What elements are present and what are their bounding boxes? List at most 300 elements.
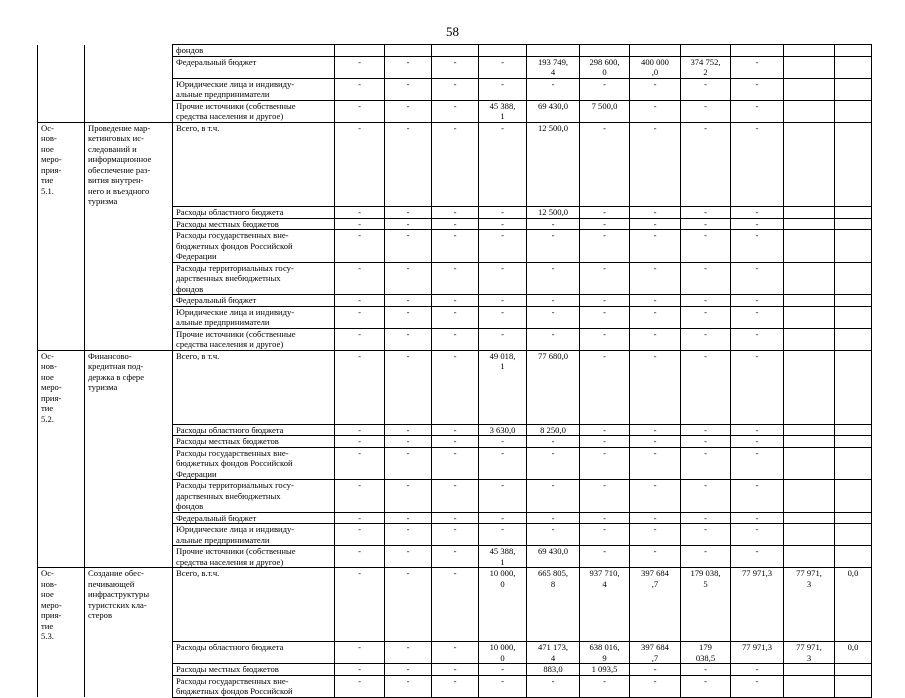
measure-code bbox=[38, 675, 85, 697]
measure-code bbox=[38, 512, 85, 524]
funding-source: Прочие источники (собственные средства населения и другое) bbox=[173, 328, 335, 350]
value-cell: - bbox=[630, 100, 681, 122]
measure-name bbox=[85, 512, 173, 524]
funding-source: Всего, в т.ч. bbox=[173, 122, 335, 207]
value-cell: - bbox=[681, 524, 731, 546]
funding-source: Федеральный бюджет bbox=[173, 295, 335, 307]
value-cell: - bbox=[335, 546, 385, 568]
value-cell: - bbox=[385, 350, 432, 424]
value-cell: - bbox=[681, 78, 731, 100]
value-cell: - bbox=[681, 424, 731, 436]
value-cell bbox=[335, 45, 385, 57]
value-cell: 0,0 bbox=[835, 642, 872, 664]
funding-source: Расходы местных бюджетов bbox=[173, 436, 335, 448]
value-cell bbox=[784, 100, 835, 122]
value-cell: - bbox=[385, 207, 432, 219]
value-cell: 1 093,5 bbox=[580, 664, 630, 676]
funding-source: Расходы государственных вне- бюджетных фондов Российской Федерации bbox=[173, 447, 335, 480]
value-cell: - bbox=[681, 262, 731, 295]
value-cell bbox=[835, 480, 872, 513]
value-cell: - bbox=[580, 447, 630, 480]
value-cell: 10 000, 0 bbox=[479, 642, 527, 664]
value-cell: - bbox=[385, 664, 432, 676]
value-cell bbox=[835, 218, 872, 230]
value-cell: - bbox=[731, 56, 784, 78]
value-cell: 77 971,3 bbox=[731, 642, 784, 664]
value-cell: - bbox=[335, 56, 385, 78]
value-cell: - bbox=[580, 424, 630, 436]
funding-source: Расходы местных бюджетов bbox=[173, 218, 335, 230]
value-cell: - bbox=[731, 675, 784, 697]
table-row bbox=[38, 436, 872, 448]
value-cell bbox=[784, 350, 835, 424]
value-cell bbox=[835, 675, 872, 697]
table-row bbox=[38, 524, 872, 546]
funding-source: Расходы территориальных госу- дарственных внебюджетных фондов bbox=[173, 262, 335, 295]
value-cell: 10 000, 0 bbox=[479, 568, 527, 642]
value-cell: - bbox=[335, 78, 385, 100]
value-cell: - bbox=[630, 122, 681, 207]
value-cell: - bbox=[385, 78, 432, 100]
value-cell: - bbox=[432, 568, 479, 642]
measure-name bbox=[85, 480, 173, 513]
value-cell bbox=[784, 664, 835, 676]
value-cell: - bbox=[731, 230, 784, 263]
measure-name bbox=[85, 56, 173, 78]
value-cell: 45 388, 1 bbox=[479, 100, 527, 122]
value-cell: 298 600, 0 bbox=[580, 56, 630, 78]
value-cell: - bbox=[385, 56, 432, 78]
value-cell bbox=[731, 45, 784, 57]
value-cell bbox=[784, 78, 835, 100]
table-row bbox=[38, 306, 872, 328]
value-cell: 193 749, 4 bbox=[527, 56, 580, 78]
value-cell: - bbox=[630, 436, 681, 448]
value-cell: - bbox=[630, 207, 681, 219]
measure-code bbox=[38, 262, 85, 295]
value-cell bbox=[784, 436, 835, 448]
value-cell bbox=[784, 675, 835, 697]
value-cell: - bbox=[432, 328, 479, 350]
measure-code bbox=[38, 45, 85, 57]
value-cell bbox=[784, 512, 835, 524]
page-number: 58 bbox=[446, 24, 459, 39]
value-cell: - bbox=[432, 447, 479, 480]
value-cell: - bbox=[432, 56, 479, 78]
value-cell bbox=[835, 45, 872, 57]
measure-name bbox=[85, 78, 173, 100]
value-cell: - bbox=[432, 424, 479, 436]
measure-code bbox=[38, 480, 85, 513]
table-row bbox=[38, 480, 872, 513]
measure-code bbox=[38, 207, 85, 219]
value-cell: 8 250,0 bbox=[527, 424, 580, 436]
value-cell: 12 500,0 bbox=[527, 122, 580, 207]
value-cell: - bbox=[479, 78, 527, 100]
value-cell: - bbox=[479, 230, 527, 263]
value-cell: - bbox=[385, 122, 432, 207]
table-row bbox=[38, 295, 872, 307]
value-cell: 3 630,0 bbox=[479, 424, 527, 436]
measure-name bbox=[85, 424, 173, 436]
value-cell: - bbox=[479, 447, 527, 480]
table-row bbox=[38, 78, 872, 100]
value-cell: - bbox=[432, 524, 479, 546]
value-cell bbox=[784, 306, 835, 328]
value-cell: - bbox=[335, 480, 385, 513]
value-cell: - bbox=[335, 328, 385, 350]
value-cell: - bbox=[580, 207, 630, 219]
funding-source: Прочие источники (собственные средства населения и другое) bbox=[173, 100, 335, 122]
table-row bbox=[38, 122, 872, 207]
value-cell: - bbox=[630, 424, 681, 436]
value-cell: 45 388, 1 bbox=[479, 546, 527, 568]
value-cell: - bbox=[335, 424, 385, 436]
value-cell: 179 038,5 bbox=[681, 642, 731, 664]
measure-name bbox=[85, 642, 173, 664]
measure-code bbox=[38, 295, 85, 307]
value-cell bbox=[835, 122, 872, 207]
value-cell bbox=[784, 524, 835, 546]
value-cell: - bbox=[385, 447, 432, 480]
value-cell bbox=[385, 45, 432, 57]
value-cell: - bbox=[479, 295, 527, 307]
value-cell: 397 684 ,7 bbox=[630, 642, 681, 664]
value-cell: - bbox=[527, 306, 580, 328]
value-cell: - bbox=[527, 230, 580, 263]
value-cell: - bbox=[335, 306, 385, 328]
table-row bbox=[38, 447, 872, 480]
value-cell: - bbox=[385, 512, 432, 524]
value-cell: - bbox=[731, 122, 784, 207]
value-cell: - bbox=[731, 436, 784, 448]
value-cell bbox=[784, 447, 835, 480]
measure-name bbox=[85, 262, 173, 295]
value-cell bbox=[784, 122, 835, 207]
value-cell: - bbox=[681, 675, 731, 697]
value-cell: - bbox=[681, 328, 731, 350]
value-cell: - bbox=[580, 512, 630, 524]
value-cell: - bbox=[432, 262, 479, 295]
value-cell bbox=[784, 262, 835, 295]
value-cell bbox=[630, 45, 681, 57]
table-row bbox=[38, 262, 872, 295]
value-cell: - bbox=[681, 512, 731, 524]
value-cell: - bbox=[479, 207, 527, 219]
value-cell: - bbox=[681, 306, 731, 328]
value-cell: - bbox=[385, 218, 432, 230]
value-cell: 374 752, 2 bbox=[681, 56, 731, 78]
value-cell: - bbox=[385, 295, 432, 307]
value-cell: - bbox=[432, 642, 479, 664]
value-cell: - bbox=[681, 122, 731, 207]
value-cell: - bbox=[731, 664, 784, 676]
value-cell: - bbox=[479, 524, 527, 546]
table-row bbox=[38, 100, 872, 122]
table-row bbox=[38, 546, 872, 568]
value-cell: - bbox=[681, 350, 731, 424]
value-cell: - bbox=[432, 295, 479, 307]
value-cell: - bbox=[479, 122, 527, 207]
value-cell: - bbox=[527, 78, 580, 100]
value-cell bbox=[784, 230, 835, 263]
funding-source: Федеральный бюджет bbox=[173, 56, 335, 78]
value-cell: - bbox=[479, 664, 527, 676]
value-cell bbox=[835, 664, 872, 676]
value-cell: - bbox=[335, 122, 385, 207]
value-cell: - bbox=[479, 328, 527, 350]
funding-table bbox=[37, 44, 872, 698]
measure-code bbox=[38, 524, 85, 546]
value-cell: - bbox=[385, 546, 432, 568]
value-cell: - bbox=[527, 328, 580, 350]
measure-code bbox=[38, 328, 85, 350]
measure-code bbox=[38, 306, 85, 328]
value-cell: - bbox=[385, 262, 432, 295]
value-cell: - bbox=[527, 480, 580, 513]
value-cell: 77 971,3 bbox=[731, 568, 784, 642]
value-cell bbox=[835, 56, 872, 78]
measure-code: Ос- нов- ное меро- прия- тие 5.3. bbox=[38, 568, 85, 642]
value-cell: - bbox=[479, 306, 527, 328]
table-row bbox=[38, 568, 872, 642]
measure-name bbox=[85, 218, 173, 230]
value-cell: - bbox=[630, 675, 681, 697]
measure-code bbox=[38, 642, 85, 664]
measure-name bbox=[85, 675, 173, 697]
value-cell: 397 684 ,7 bbox=[630, 568, 681, 642]
value-cell: - bbox=[432, 218, 479, 230]
value-cell: - bbox=[580, 480, 630, 513]
value-cell: - bbox=[580, 524, 630, 546]
value-cell bbox=[432, 45, 479, 57]
value-cell: - bbox=[630, 218, 681, 230]
funding-source: Всего, в т.ч. bbox=[173, 350, 335, 424]
value-cell: - bbox=[335, 524, 385, 546]
value-cell: - bbox=[731, 512, 784, 524]
value-cell bbox=[835, 306, 872, 328]
value-cell: 77 971, 3 bbox=[784, 642, 835, 664]
value-cell: - bbox=[630, 306, 681, 328]
value-cell: - bbox=[335, 207, 385, 219]
value-cell: - bbox=[630, 546, 681, 568]
table-row bbox=[38, 642, 872, 664]
value-cell: - bbox=[432, 230, 479, 263]
measure-code bbox=[38, 447, 85, 480]
value-cell: - bbox=[479, 218, 527, 230]
value-cell bbox=[784, 218, 835, 230]
value-cell: - bbox=[385, 480, 432, 513]
value-cell: - bbox=[681, 230, 731, 263]
value-cell: - bbox=[432, 350, 479, 424]
value-cell: 49 018, 1 bbox=[479, 350, 527, 424]
table-row bbox=[38, 424, 872, 436]
value-cell bbox=[835, 100, 872, 122]
value-cell: - bbox=[681, 447, 731, 480]
table-row bbox=[38, 675, 872, 697]
value-cell: - bbox=[630, 328, 681, 350]
value-cell bbox=[784, 424, 835, 436]
value-cell: - bbox=[731, 295, 784, 307]
measure-name bbox=[85, 100, 173, 122]
value-cell: - bbox=[335, 262, 385, 295]
value-cell bbox=[835, 78, 872, 100]
value-cell: - bbox=[630, 78, 681, 100]
value-cell bbox=[784, 480, 835, 513]
value-cell: - bbox=[432, 546, 479, 568]
table-row bbox=[38, 218, 872, 230]
value-cell: 400 000 ,0 bbox=[630, 56, 681, 78]
value-cell: - bbox=[385, 642, 432, 664]
value-cell: - bbox=[479, 480, 527, 513]
value-cell bbox=[835, 447, 872, 480]
value-cell: - bbox=[479, 675, 527, 697]
value-cell: - bbox=[479, 262, 527, 295]
value-cell bbox=[835, 328, 872, 350]
value-cell: - bbox=[432, 207, 479, 219]
value-cell: - bbox=[630, 262, 681, 295]
value-cell: - bbox=[335, 295, 385, 307]
value-cell bbox=[784, 45, 835, 57]
value-cell: - bbox=[731, 447, 784, 480]
funding-source: Расходы территориальных госу- дарственных внебюджетных фондов bbox=[173, 480, 335, 513]
value-cell: 179 038, 5 bbox=[681, 568, 731, 642]
measure-name bbox=[85, 447, 173, 480]
table-row bbox=[38, 45, 872, 57]
value-cell: - bbox=[385, 328, 432, 350]
value-cell: - bbox=[731, 78, 784, 100]
table-body bbox=[38, 45, 872, 698]
value-cell: - bbox=[580, 675, 630, 697]
value-cell: - bbox=[580, 218, 630, 230]
value-cell: - bbox=[681, 100, 731, 122]
table-row bbox=[38, 328, 872, 350]
value-cell bbox=[835, 436, 872, 448]
value-cell: - bbox=[580, 78, 630, 100]
value-cell: - bbox=[527, 512, 580, 524]
value-cell: - bbox=[681, 207, 731, 219]
value-cell bbox=[681, 45, 731, 57]
value-cell: - bbox=[479, 56, 527, 78]
value-cell: - bbox=[630, 480, 681, 513]
funding-source: Расходы государственных вне- бюджетных фондов Российской Федерации bbox=[173, 230, 335, 263]
measure-name: Проведение мар- кетинговых ис- следований и информационное обеспечение раз- вития внутрен- него и въездного туризма bbox=[85, 122, 173, 207]
value-cell: - bbox=[335, 512, 385, 524]
value-cell: - bbox=[385, 568, 432, 642]
value-cell: - bbox=[731, 207, 784, 219]
value-cell: - bbox=[335, 664, 385, 676]
value-cell bbox=[784, 295, 835, 307]
value-cell bbox=[835, 546, 872, 568]
value-cell: - bbox=[731, 350, 784, 424]
value-cell: - bbox=[630, 524, 681, 546]
funding-source: Всего, в.т.ч. bbox=[173, 568, 335, 642]
measure-code bbox=[38, 424, 85, 436]
measure-name bbox=[85, 230, 173, 263]
value-cell bbox=[784, 207, 835, 219]
measure-name bbox=[85, 306, 173, 328]
value-cell: - bbox=[335, 230, 385, 263]
measure-code bbox=[38, 56, 85, 78]
value-cell: - bbox=[432, 306, 479, 328]
value-cell: - bbox=[580, 328, 630, 350]
measure-name bbox=[85, 45, 173, 57]
value-cell: - bbox=[527, 218, 580, 230]
value-cell: - bbox=[527, 262, 580, 295]
value-cell bbox=[835, 350, 872, 424]
value-cell: - bbox=[731, 262, 784, 295]
value-cell: - bbox=[335, 218, 385, 230]
funding-source: Расходы государственных вне- бюджетных фондов Российской bbox=[173, 675, 335, 697]
value-cell bbox=[784, 328, 835, 350]
funding-source: Расходы местных бюджетов bbox=[173, 664, 335, 676]
value-cell: - bbox=[580, 436, 630, 448]
measure-name bbox=[85, 546, 173, 568]
value-cell: - bbox=[681, 295, 731, 307]
value-cell: - bbox=[681, 436, 731, 448]
table-row bbox=[38, 56, 872, 78]
value-cell: - bbox=[580, 262, 630, 295]
value-cell bbox=[835, 512, 872, 524]
value-cell: - bbox=[432, 480, 479, 513]
funding-source: Прочие источники (собственные средства населения и другое) bbox=[173, 546, 335, 568]
value-cell: - bbox=[630, 447, 681, 480]
value-cell: - bbox=[432, 664, 479, 676]
measure-code bbox=[38, 230, 85, 263]
measure-name bbox=[85, 328, 173, 350]
value-cell: - bbox=[580, 350, 630, 424]
value-cell: - bbox=[385, 436, 432, 448]
value-cell: 7 500,0 bbox=[580, 100, 630, 122]
value-cell: - bbox=[527, 295, 580, 307]
value-cell: - bbox=[335, 436, 385, 448]
measure-name bbox=[85, 207, 173, 219]
measure-code bbox=[38, 78, 85, 100]
value-cell bbox=[835, 424, 872, 436]
value-cell: - bbox=[527, 675, 580, 697]
value-cell: - bbox=[681, 480, 731, 513]
value-cell: - bbox=[527, 524, 580, 546]
value-cell: - bbox=[630, 295, 681, 307]
table-row bbox=[38, 230, 872, 263]
value-cell: - bbox=[630, 350, 681, 424]
value-cell bbox=[835, 207, 872, 219]
value-cell: - bbox=[432, 436, 479, 448]
value-cell: - bbox=[731, 480, 784, 513]
funding-source: Федеральный бюджет bbox=[173, 512, 335, 524]
value-cell: - bbox=[385, 424, 432, 436]
value-cell: - bbox=[527, 447, 580, 480]
value-cell: - bbox=[731, 100, 784, 122]
value-cell: - bbox=[580, 122, 630, 207]
value-cell: - bbox=[731, 546, 784, 568]
table-row bbox=[38, 350, 872, 424]
value-cell: 0,0 bbox=[835, 568, 872, 642]
value-cell: - bbox=[432, 512, 479, 524]
value-cell: - bbox=[335, 675, 385, 697]
value-cell: - bbox=[432, 78, 479, 100]
value-cell: - bbox=[479, 512, 527, 524]
value-cell: 12 500,0 bbox=[527, 207, 580, 219]
funding-source: Юридические лица и индивиду- альные предприниматели bbox=[173, 78, 335, 100]
measure-code: Ос- нов- ное меро- прия- тие 5.1. bbox=[38, 122, 85, 207]
value-cell: - bbox=[731, 218, 784, 230]
value-cell: - bbox=[479, 436, 527, 448]
value-cell: - bbox=[630, 664, 681, 676]
value-cell: - bbox=[527, 436, 580, 448]
value-cell: - bbox=[385, 524, 432, 546]
value-cell: 77 680,0 bbox=[527, 350, 580, 424]
